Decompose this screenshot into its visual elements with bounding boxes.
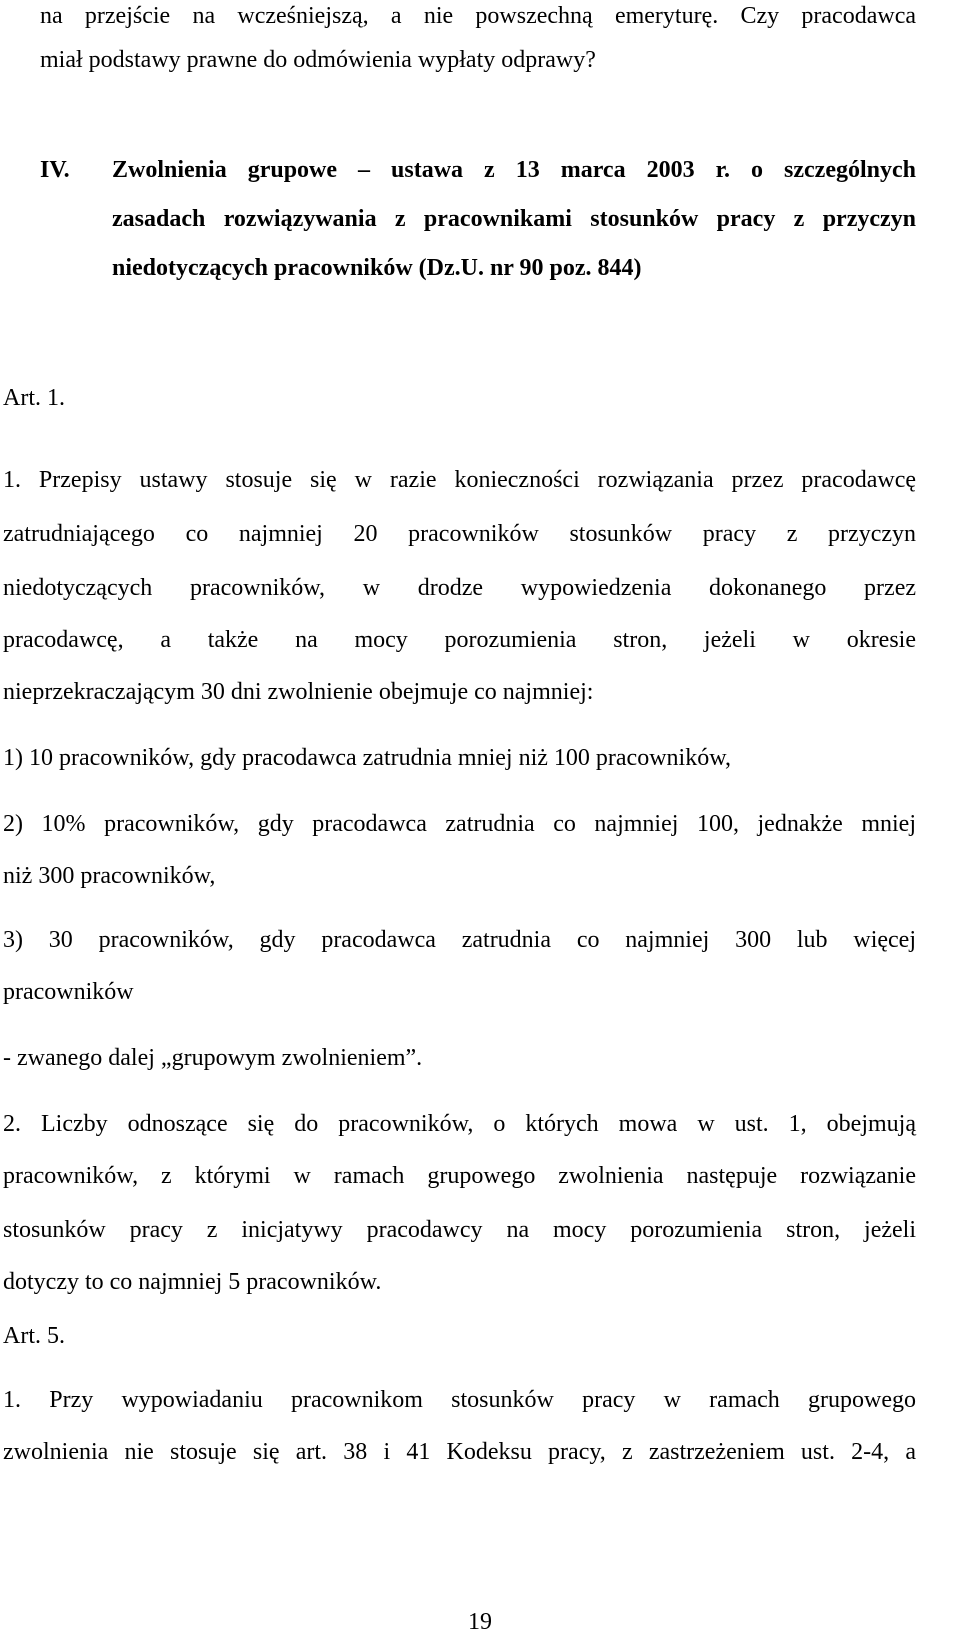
section-title-line-1: Zwolnienia grupowe – ustawa z 13 marca 2003 r. o szczególnych <box>112 157 916 183</box>
art1-para1-line-2: zatrudniającego co najmniej 20 pracowników stosunków pracy z przyczyn <box>3 521 916 547</box>
art1-item-2-line-2: niż 300 pracowników, <box>3 863 216 889</box>
art5-para1-line-2: zwolnienia nie stosuje się art. 38 i 41 Kodeksu pracy, z zastrzeżeniem ust. 2-4, a <box>3 1439 916 1465</box>
art1-para2-line-1: 2. Liczby odnoszące się do pracowników, o których mowa w ust. 1, obejmują <box>3 1111 916 1137</box>
art1-para2-line-4: dotyczy to co najmniej 5 pracowników. <box>3 1269 382 1295</box>
article-1-heading: Art. 1. <box>3 385 65 411</box>
art1-definition: - zwanego dalej „grupowym zwolnieniem”. <box>3 1045 423 1071</box>
art5-para1-line-1: 1. Przy wypowiadaniu pracownikom stosunków pracy w ramach grupowego <box>3 1387 916 1413</box>
art1-para1-line-1: 1. Przepisy ustawy stosuje się w razie konieczności rozwiązania przez pracodawcę <box>3 467 916 493</box>
art1-item-3-line-1: 3) 30 pracowników, gdy pracodawca zatrudnia co najmniej 300 lub więcej <box>3 927 916 953</box>
art1-item-2-line-1: 2) 10% pracowników, gdy pracodawca zatrudnia co najmniej 100, jednakże mniej <box>3 811 916 837</box>
page-number: 19 <box>468 1609 492 1635</box>
article-5-heading: Art. 5. <box>3 1323 65 1349</box>
art1-para1-line-5: nieprzekraczającym 30 dni zwolnienie obejmuje co najmniej: <box>3 679 594 705</box>
art1-para1-line-4: pracodawcę, a także na mocy porozumienia stron, jeżeli w okresie <box>3 627 916 653</box>
intro-line-1: na przejście na wcześniejszą, a nie powszechną emeryturę. Czy pracodawca <box>40 3 916 29</box>
section-title-line-3: niedotyczących pracowników (Dz.U. nr 90 poz. 844) <box>112 255 642 281</box>
section-title-line-2: zasadach rozwiązywania z pracownikami stosunków pracy z przyczyn <box>112 206 916 232</box>
section-number: IV. <box>40 157 70 183</box>
art1-item-1: 1) 10 pracowników, gdy pracodawca zatrudnia mniej niż 100 pracowników, <box>3 745 731 771</box>
art1-para2-line-3: stosunków pracy z inicjatywy pracodawcy na mocy porozumienia stron, jeżeli <box>3 1217 916 1243</box>
art1-para1-line-3: niedotyczących pracowników, w drodze wypowiedzenia dokonanego przez <box>3 575 916 601</box>
intro-line-2: miał podstawy prawne do odmówienia wypłaty odprawy? <box>40 47 596 73</box>
art1-para2-line-2: pracowników, z którymi w ramach grupowego zwolnienia następuje rozwiązanie <box>3 1163 916 1189</box>
art1-item-3-line-2: pracowników <box>3 979 134 1005</box>
